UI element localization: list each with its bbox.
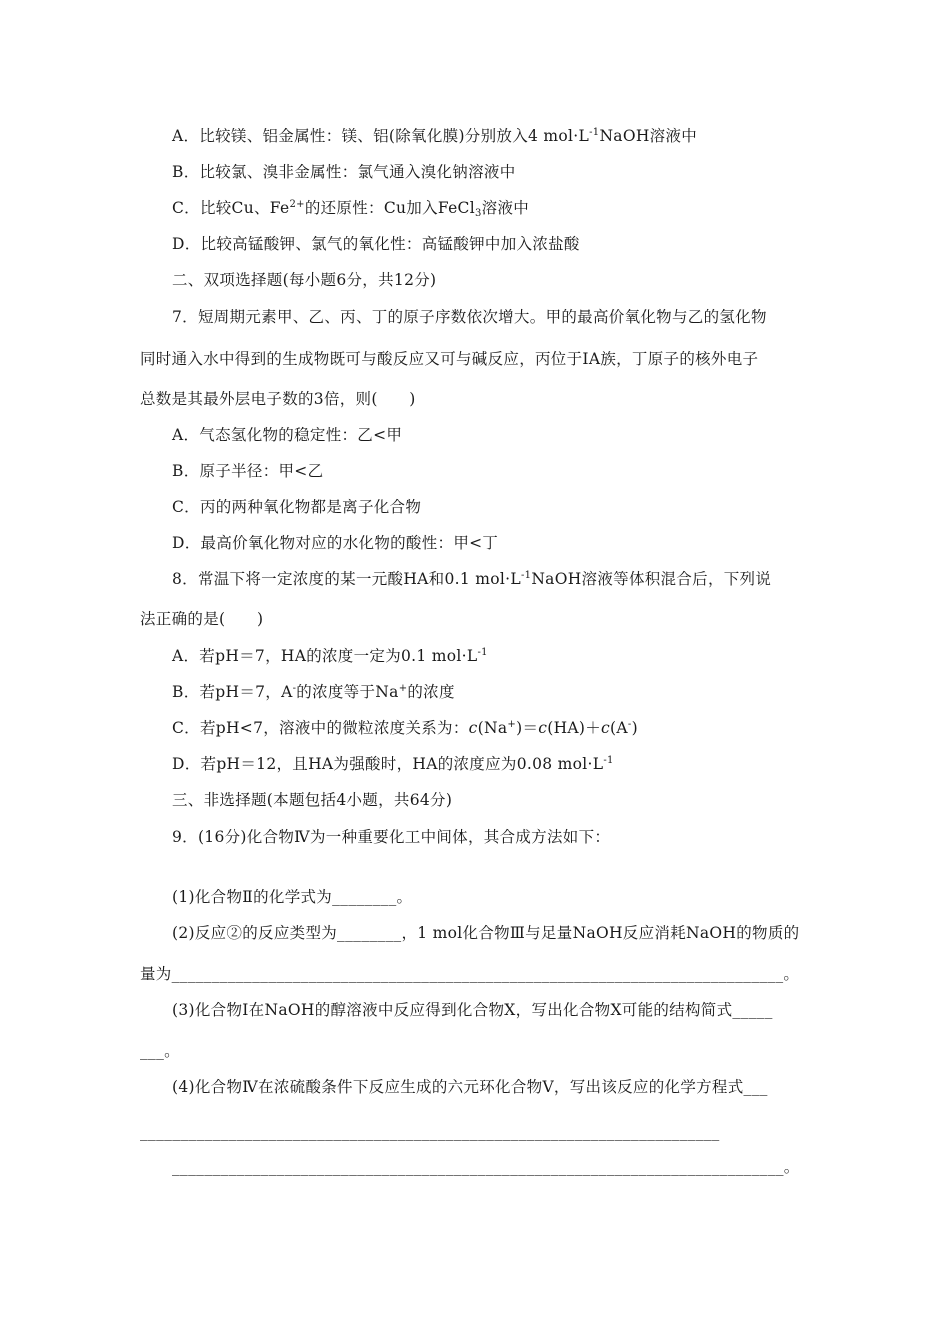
q8-option-c-text-5: (A: [610, 719, 628, 737]
superscript: 2+: [289, 199, 305, 210]
superscript: +: [507, 719, 517, 730]
q9-part-4-line-1: (4)化合物Ⅳ在浓硫酸条件下反应生成的六元环化合物Ⅴ，写出该反应的化学方程式___: [172, 1078, 768, 1096]
q8-stem-line-1: [172, 569, 771, 589]
q9-part-4-line-3: ____________________________________________________________________________。: [172, 1158, 800, 1176]
q6-option-a-text: A．比较镁、铝金属性：镁、铝(除氧化膜)分别放入4 mol·L: [172, 127, 590, 145]
superscript: -1: [520, 570, 532, 581]
q6-option-c-text-mid: 的还原性：Cu加入FeCl: [304, 199, 475, 217]
q9-intro: 9．(16分)化合物Ⅳ为一种重要化工中间体，其合成方法如下：: [172, 828, 611, 846]
q7-option-a: A．气态氢化物的稳定性：乙<甲: [172, 426, 403, 444]
q9-part-3-line-1: (3)化合物Ⅰ在NaOH的醇溶液中反应得到化合物X，写出化合物X可能的结构简式_____: [172, 1001, 773, 1019]
q9-part-4-line-2: ________________________________________________________________________: [140, 1123, 720, 1141]
q7-option-d: D．最高价氧化物对应的水化物的酸性：甲<丁: [172, 534, 499, 552]
q9-part-2-line-2: 量为____________________________________________________________________________。: [140, 965, 800, 983]
q8-stem-text: 8．常温下将一定浓度的某一元酸HA和0.1 mol·L: [172, 570, 521, 588]
q6-option-a-text-end: NaOH溶液中: [599, 127, 698, 145]
section-heading-3: 三、非选择题(本题包括4小题，共64分): [172, 791, 453, 809]
q9-part-1: (1)化合物Ⅱ的化学式为________。: [172, 888, 413, 906]
q8-option-c: [172, 718, 638, 738]
q8-option-a: [172, 646, 488, 666]
q6-option-c-text-end: 溶液中: [481, 199, 530, 217]
q8-option-d: [172, 754, 614, 774]
q8-option-d-text: D．若pH＝12，且HA为强酸时，HA的浓度应为0.08 mol·L: [172, 755, 604, 773]
superscript: -: [627, 719, 632, 730]
q6-option-c: [172, 198, 529, 218]
q8-option-b-text-3: 的浓度: [407, 683, 455, 701]
italic-c: c: [468, 719, 478, 737]
q9-part-2-line-1: (2)反应②的反应类型为________，1 mol化合物Ⅲ与足量NaOH反应消耗NaOH的物质的: [172, 924, 800, 942]
q6-option-b: B．比较氯、溴非金属性：氯气通入溴化钠溶液中: [172, 163, 516, 181]
subscript: 3: [474, 208, 482, 219]
q7-stem-line-3: 总数是其最外层电子数的3倍，则( ): [140, 390, 416, 408]
q8-stem-text-end: NaOH溶液等体积混合后，下列说: [531, 570, 772, 588]
q6-option-c-text: C．比较Cu、Fe: [172, 199, 290, 217]
q8-stem-line-2: 法正确的是( ): [140, 610, 264, 628]
superscript: -: [292, 683, 297, 694]
italic-c: c: [538, 719, 548, 737]
superscript: -1: [477, 647, 488, 658]
q7-option-c: C．丙的两种氧化物都是离子化合物: [172, 498, 422, 516]
superscript: -1: [589, 127, 600, 138]
q8-option-c-text-2: (Na: [477, 719, 508, 737]
q8-option-c-text-6: ): [631, 719, 638, 737]
italic-c: c: [601, 719, 611, 737]
superscript: +: [398, 683, 408, 694]
q7-stem-line-1: 7．短周期元素甲、乙、丙、丁的原子序数依次增大。甲的最高价氧化物与乙的氢化物: [172, 308, 767, 326]
q8-option-b: [172, 682, 455, 702]
q7-option-b: B．原子半径：甲<乙: [172, 462, 324, 480]
q8-option-c-text-4: (HA)＋: [547, 719, 602, 737]
q8-option-b-text-2: 的浓度等于Na: [296, 683, 399, 701]
q6-option-d: D．比较高锰酸钾、氯气的氧化性：高锰酸钾中加入浓盐酸: [172, 235, 580, 253]
q8-option-c-text-1: C．若pH<7，溶液中的微粒浓度关系为：: [172, 719, 469, 737]
q8-option-b-text-1: B．若pH＝7，A: [172, 683, 293, 701]
q8-option-a-text: A．若pH＝7，HA的浓度一定为0.1 mol·L: [172, 647, 478, 665]
q7-stem-line-2: 同时通入水中得到的生成物既可与酸反应又可与碱反应，丙位于ⅠA族，丁原子的核外电子: [140, 350, 759, 368]
superscript: -1: [603, 755, 614, 766]
q8-option-c-text-3: )＝: [516, 719, 539, 737]
q6-option-a: [172, 126, 697, 146]
q9-part-3-line-2: ___。: [140, 1042, 180, 1060]
section-heading-2: 二、双项选择题(每小题6分，共12分): [172, 271, 437, 289]
